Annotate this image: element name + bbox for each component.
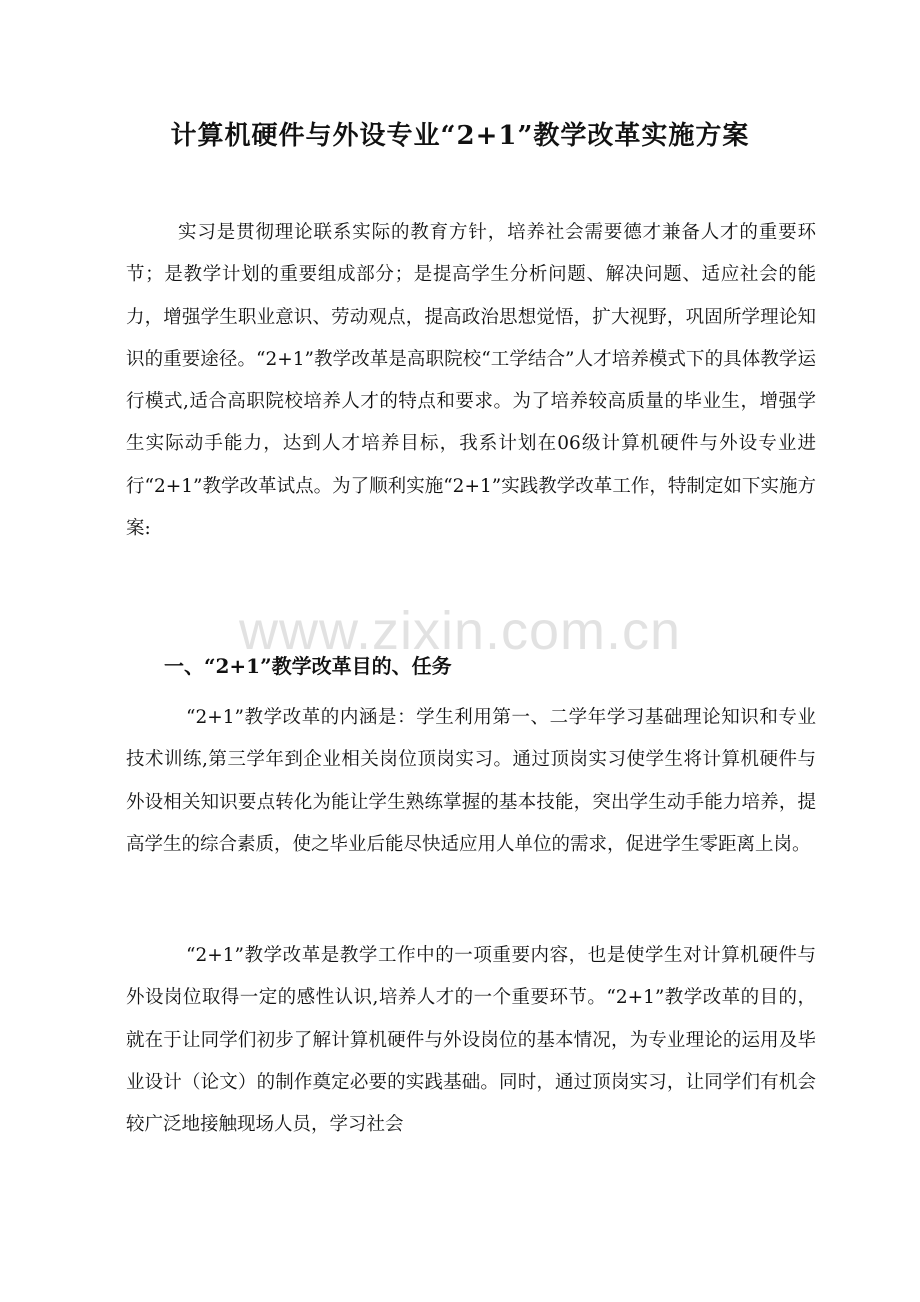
- section-heading: 一、“2+1”教学改革目的、任务: [164, 654, 452, 678]
- paragraph-intro: 实习是贯彻理论联系实际的教育方针，培养社会需要德才兼备人才的重要环节；是教学计划的重要组成部分；是提高学生分析问题、解决问题、适应社会的能力，增强学生职业意识、劳动观点，提高政治思想觉悟，扩大视野，巩固所学理论知识的重要途径。“2+1”教学改革是高职院校“工学结合”人才培养模式下的具体教学运行模式,适合高职院校培养人才的特点和要求。为了培养较高质量的毕业生，增强学生实际动手能力，达到人才培养目标，我系计划在06级计算机硬件与外设专业进行“2+1”教学改革试点。为了顺利实施“2+1”实践教学改革工作，特制定如下实施方案:: [126, 222, 816, 540]
- document-title: 计算机硬件与外设专业“2+1”教学改革实施方案: [170, 121, 750, 151]
- watermark: www.zixin.com.cn: [238, 601, 682, 661]
- paragraph-purpose: “2+1”教学改革是教学工作中的一项重要内容，也是使学生对计算机硬件与外设岗位取得一定的感性认识,培养人才的一个重要环节。“2+1”教学改革的目的，就在于让同学们初步了解计算机硬件与外设岗位的基本情况，为专业理论的运用及毕业设计（论文）的制作奠定必要的实践基础。同时，通过顶岗实习，让同学们有机会较广泛地接触现场人员，学习社会: [126, 945, 816, 1136]
- paragraph-connotation: “2+1”教学改革的内涵是：学生利用第一、二学年学习基础理论知识和专业技术训练,第三学年到企业相关岗位顶岗实习。通过顶岗实习使学生将计算机硬件与外设相关知识要点转化为能让学生熟练掌握的基本技能，突出学生动手能力培养，提高学生的综合素质，使之毕业后能尽快适应用人单位的需求，促进学生零距离上岗。: [126, 707, 816, 855]
